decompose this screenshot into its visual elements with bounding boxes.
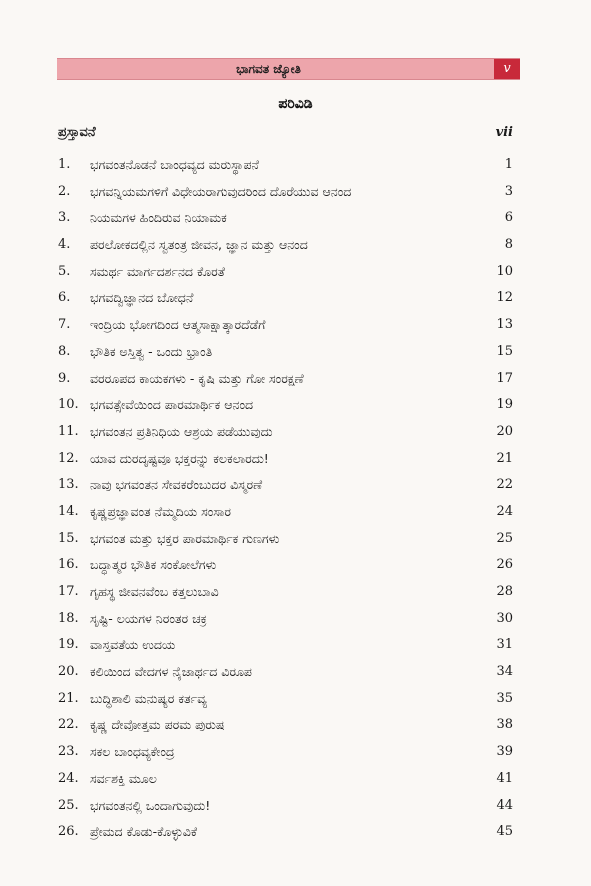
toc-entry [0, 232, 591, 259]
running-header [57, 58, 520, 80]
toc-entry-number: 9. [58, 370, 71, 386]
toc-entry-number: 1. [58, 157, 71, 172]
toc-entry [0, 472, 591, 499]
toc-entry-page: 24 [496, 503, 513, 519]
contents-heading: ಪರಿವಿಡಿ [278, 96, 313, 112]
toc-entry [0, 419, 591, 446]
toc-entry-page: 38 [496, 717, 513, 733]
toc-entry [0, 526, 591, 553]
toc-entry-number: 17. [58, 584, 79, 599]
toc-entry-number: 26. [58, 824, 79, 840]
toc-entry-number: 6. [58, 290, 71, 306]
toc-entry-title: ಕಲಿಯಿಂದ ವೇದಗಳ ನೈಜಾರ್ಥದ ವಿರೂಪ [90, 664, 252, 680]
toc-entry [0, 366, 591, 393]
toc-entry-number: 16. [58, 557, 79, 573]
toc-entry-page: 22 [496, 477, 513, 493]
toc-entry-title: ಕೃಷ್ಣ ದೇವೋತ್ತಮ ಪರಮ ಪುರುಷ [90, 717, 225, 733]
toc-entry-page: 30 [496, 610, 513, 626]
toc-entry [0, 632, 591, 659]
toc-entry-number: 18. [58, 610, 79, 626]
toc-entry-title: ವಾಸ್ತವತೆಯ ಉದಯ [90, 637, 176, 653]
toc-entry-title: ಭಗವಂತನೊಡನೆ ಬಾಂಧವ್ಯದ ಮರುಸ್ಥಾಪನೆ [90, 157, 259, 172]
toc-entry-title: ಯಾವ ದುರದೃಷ್ಟವೂ ಭಕ್ತರನ್ನು ಕಲಕಲಾರದು! [90, 450, 269, 466]
preface-entry-title: ಪ್ರಸ್ತಾವನೆ [58, 125, 96, 140]
toc-entry-page: 20 [496, 423, 513, 439]
toc-entry-number: 10. [58, 397, 79, 413]
toc-entry-page: 17 [496, 370, 513, 386]
toc-entry [0, 686, 591, 713]
toc-entry-title: ವರರೂಪದ ಕಾಯಕಗಳು - ಕೃಷಿ ಮತ್ತು ಗೋ ಸಂರಕ್ಷಣೆ [90, 370, 304, 386]
toc-entry-page: 39 [496, 744, 513, 760]
toc-entry-title: ಕೃಷ್ಣಪ್ರಜ್ಞಾವಂತ ನೆಮ್ಮದಿಯ ಸಂಸಾರ [90, 503, 231, 519]
toc-entry [0, 766, 591, 793]
toc-entry-number: 8. [58, 343, 71, 359]
toc-entry [0, 712, 591, 739]
toc-entry [0, 205, 591, 232]
toc-entry [0, 739, 591, 766]
toc-entry [0, 819, 591, 846]
running-header-title: ಭಾಗವತ ಜ್ಯೋತಿ [236, 62, 301, 76]
toc-entry-title: ಭಗವಂತನ ಪ್ರತಿನಿಧಿಯ ಆಶ್ರಯ ಪಡೆಯುವುದು [90, 423, 273, 439]
toc-entry-number: 23. [58, 744, 79, 760]
toc-entry-number: 14. [58, 503, 79, 519]
toc-entry-number: 2. [58, 183, 71, 199]
toc-entry-title: ಸಮರ್ಥ ಮಾರ್ಗದರ್ಶನದ ಕೊರತೆ [90, 263, 225, 279]
running-header-page-number: v [494, 59, 520, 79]
toc-entry-page: 44 [496, 797, 513, 813]
toc-entry [0, 179, 591, 206]
toc-entry-title: ಭೌತಿಕ ಅಸ್ತಿತ್ವ - ಒಂದು ಭ್ರಾಂತಿ [90, 343, 213, 359]
toc-entry [0, 152, 591, 179]
toc-entry-page: 41 [496, 770, 513, 786]
toc-entry-title: ಸರ್ವಶಕ್ತಿ ಮೂಲ [90, 770, 157, 786]
toc-entry-page: 28 [496, 584, 513, 599]
toc-entry-number: 13. [58, 477, 79, 493]
toc-entry-number: 12. [58, 450, 79, 466]
toc-entry-page: 31 [496, 637, 513, 653]
toc-entry-number: 11. [58, 423, 79, 439]
toc-entry [0, 339, 591, 366]
toc-entry-number: 25. [58, 797, 79, 813]
toc-entry [0, 446, 591, 473]
toc-entry-page: 34 [496, 664, 513, 680]
toc-entry [0, 259, 591, 286]
toc-entry-number: 4. [58, 237, 71, 253]
toc-entry [0, 499, 591, 526]
toc-entry-number: 19. [58, 637, 79, 653]
table-of-contents [0, 152, 591, 846]
toc-entry-number: 22. [58, 717, 79, 733]
toc-entry-page: 1 [504, 157, 513, 172]
toc-entry-title: ಸಕಲ ಬಾಂಧವ್ಯಕೇಂದ್ರ [90, 744, 175, 760]
toc-entry-title: ಪ್ರೇಮದ ಕೊಡು-ಕೊಳ್ಳುವಿಕೆ [90, 824, 197, 840]
toc-entry-number: 7. [58, 317, 71, 333]
toc-entry [0, 312, 591, 339]
toc-entry-title: ಭಗವಂತ ಮತ್ತು ಭಕ್ತರ ಪಾರಮಾರ್ಥಿಕ ಗುಣಗಳು [90, 530, 280, 546]
toc-entry-page: 19 [496, 397, 513, 413]
toc-entry [0, 793, 591, 820]
toc-entry-page: 25 [496, 530, 513, 546]
toc-entry-title: ಬುದ್ಧಿಶಾಲಿ ಮನುಷ್ಯರ ಕರ್ತವ್ಯ [90, 690, 207, 706]
toc-entry-number: 15. [58, 530, 79, 546]
toc-entry-number: 3. [58, 210, 71, 226]
toc-entry-number: 21. [58, 690, 79, 706]
toc-entry-page: 8 [504, 237, 513, 253]
toc-entry-title: ಪರಲೋಕದಲ್ಲಿನ ಸ್ವತಂತ್ರ ಜೀವನ, ಜ್ಞಾನ ಮತ್ತು ಆನಂದ [90, 237, 308, 253]
toc-entry-title: ಭಗವನ್ನಿಯಮಗಳಿಗೆ ವಿಧೇಯರಾಗುವುದರಿಂದ ದೊರೆಯುವ ಆನಂದ [90, 183, 352, 199]
toc-entry-number: 24. [58, 770, 79, 786]
toc-entry-title: ನಾವು ಭಗವಂತನ ಸೇವಕರೆಂಬುದರ ವಿಸ್ಮರಣೆ [90, 477, 263, 493]
toc-entry-title: ಗೃಹಸ್ಥ ಜೀವನವೆಂಬ ಕತ್ತಲುಬಾವಿ [90, 584, 219, 599]
toc-entry [0, 285, 591, 312]
toc-entry-page: 12 [496, 290, 513, 306]
toc-entry-page: 35 [496, 690, 513, 706]
toc-entry-page: 13 [496, 317, 513, 333]
toc-entry-page: 26 [496, 557, 513, 573]
toc-entry-page: 45 [496, 824, 513, 840]
toc-entry-page: 3 [504, 183, 513, 199]
toc-entry-title: ಸೃಷ್ಟಿ- ಲಯಗಳ ನಿರಂತರ ಚಕ್ರ [90, 610, 207, 626]
toc-entry-title: ಭಗವಂತನಲ್ಲಿ ಒಂದಾಗುವುದು! [90, 797, 211, 813]
toc-entry-title: ಭಗವತ್ಸೇವೆಯಿಂದ ಪಾರಮಾರ್ಥಿಕ ಆನಂದ [90, 397, 254, 413]
toc-entry-page: 10 [496, 263, 513, 279]
toc-entry-number: 20. [58, 664, 79, 680]
toc-entry [0, 552, 591, 579]
toc-entry-page: 21 [496, 450, 513, 466]
toc-entry-number: 5. [58, 263, 71, 279]
toc-entry-page: 15 [496, 343, 513, 359]
toc-entry [0, 579, 591, 606]
toc-entry-title: ನಿಯಮಗಳ ಹಿಂದಿರುವ ನಿಯಾಮಕ [90, 210, 227, 226]
toc-entry [0, 392, 591, 419]
toc-entry-page: 6 [504, 210, 513, 226]
toc-entry-title: ಭಗವದ್ವಿಜ್ಞಾನದ ಬೋಧನೆ [90, 290, 194, 306]
toc-entry-title: ಬದ್ಧಾತ್ಮರ ಭೌತಿಕ ಸಂಕೋಲೆಗಳು [90, 557, 217, 573]
toc-entry [0, 659, 591, 686]
toc-entry [0, 606, 591, 633]
preface-entry-page: vii [495, 125, 513, 140]
toc-entry-title: ಇಂದ್ರಿಯ ಭೋಗದಿಂದ ಆತ್ಮಸಾಕ್ಷಾತ್ಕಾರದೆಡೆಗೆ [90, 317, 266, 333]
